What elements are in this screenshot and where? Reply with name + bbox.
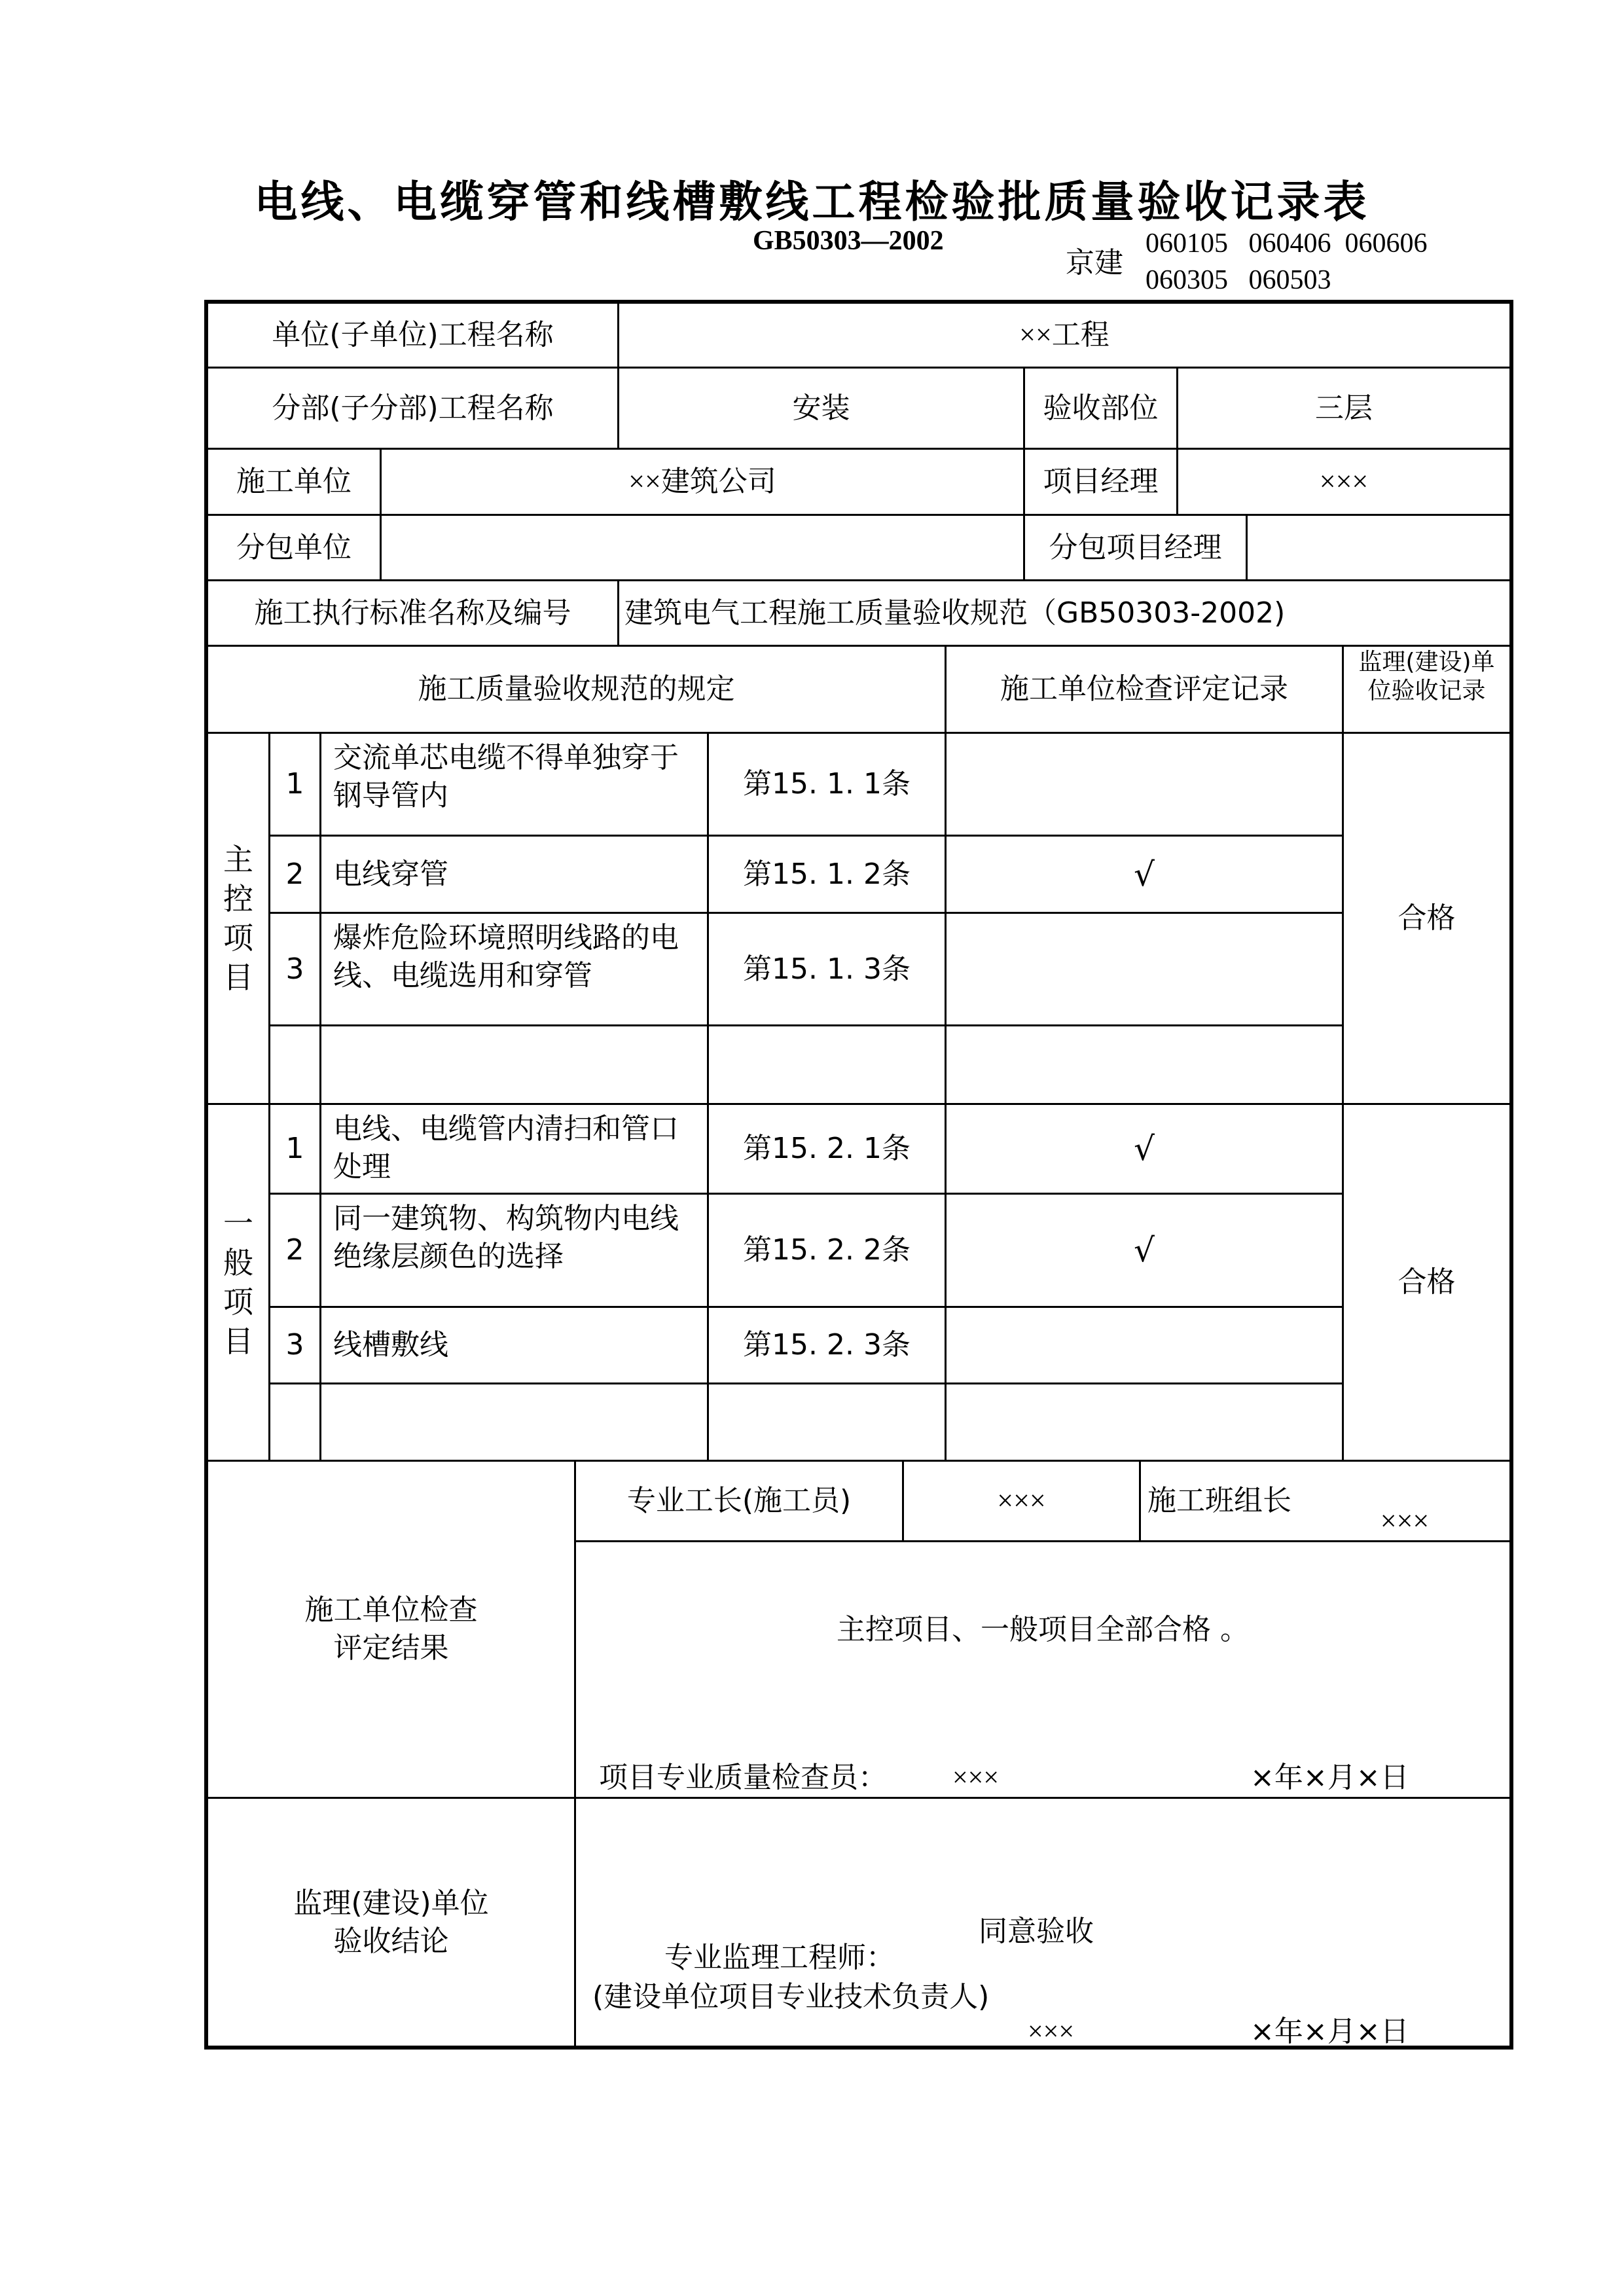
- division-label: 分部(子分部)工程名称: [272, 391, 554, 425]
- general-item-3-record: [947, 1308, 1342, 1382]
- general-item-3-no: 3: [285, 1328, 304, 1362]
- main-items-result: 合格: [1398, 901, 1456, 935]
- standard-code: GB50303—2002: [753, 226, 944, 256]
- spec-column-header: 施工质量验收规范的规定: [418, 672, 735, 706]
- general-item-1-record: √: [1134, 1130, 1155, 1168]
- standard-value: 建筑电气工程施工质量验收规范（GB50303-2002): [624, 596, 1286, 630]
- location-value: 三层: [1315, 391, 1373, 424]
- manager-value: ×××: [1319, 465, 1369, 497]
- engineer-label-2: (建设单位项目专业技术负责人): [592, 1980, 990, 2014]
- subcontractor-label: 分包单位: [236, 530, 352, 564]
- general-item-1-desc: 电线、电缆管内清扫和管口处理: [333, 1112, 679, 1184]
- main-item-1-desc: 交流单芯电缆不得单独穿于钢导管内: [333, 741, 679, 812]
- record-column-header: 施工单位检查评定记录: [1000, 672, 1288, 706]
- engineer-value: ×××: [1028, 2017, 1075, 2047]
- codes-line-2: 060305 060503: [1146, 265, 1331, 295]
- main-item-1-no: 1: [285, 767, 304, 801]
- main-item-4-clause: [709, 1026, 945, 1103]
- supervision-check-label: 监理(建设)单位验收结论: [293, 1886, 489, 1958]
- general-items-group: [208, 1105, 268, 1460]
- inspector-date: ×年×月×日: [1250, 1761, 1409, 1794]
- general-items-label: 一般项目: [223, 1206, 253, 1359]
- contractor-check-label: 施工单位检查评定结果: [304, 1593, 478, 1665]
- jing-label: 京建: [1066, 246, 1123, 280]
- main-item-3-clause: 第15. 1. 3条: [743, 952, 911, 986]
- main-item-2-no: 2: [285, 857, 304, 891]
- main-item-2-desc: 电线穿管: [333, 857, 448, 891]
- main-item-3-desc: 爆炸危险环境照明线路的电线、电缆选用和穿管: [333, 921, 679, 992]
- general-item-1-clause: 第15. 2. 1条: [743, 1132, 911, 1165]
- general-item-2-clause: 第15. 2. 2条: [743, 1233, 911, 1267]
- contractor-conclusion: 主控项目、一般项目全部合格 。: [837, 1613, 1249, 1646]
- engineer-label: 专业监理工程师：: [664, 1941, 895, 1974]
- supervision-column-header: 监理(建设)单位验收记录: [1358, 649, 1495, 704]
- manager-label: 项目经理: [1043, 465, 1159, 498]
- contractor-label: 施工单位: [236, 465, 352, 498]
- contractor-value: ××建筑公司: [628, 465, 776, 497]
- sub-manager-label: 分包项目经理: [1049, 530, 1222, 564]
- general-item-3-clause: 第15. 2. 3条: [743, 1328, 911, 1362]
- main-items-label: 主控项目: [223, 842, 253, 995]
- rule: [574, 1540, 1513, 1542]
- subcontractor-value: [382, 516, 1023, 579]
- main-item-3-no: 3: [285, 952, 304, 986]
- general-item-1-no: 1: [285, 1132, 304, 1165]
- main-item-1-clause: 第15. 1. 1条: [743, 767, 911, 801]
- main-item-4-desc: [321, 1026, 707, 1103]
- team-leader-label: 施工班组长: [1147, 1484, 1291, 1517]
- division-value: 安装: [792, 391, 850, 424]
- main-item-4-no: [270, 1026, 319, 1103]
- project-name-label: 单位(子单位)工程名称: [272, 317, 554, 352]
- general-item-4-desc: [321, 1384, 707, 1460]
- supervision-conclusion: 同意验收: [979, 1915, 1094, 1948]
- main-item-3-record: [947, 914, 1342, 1024]
- general-item-2-no: 2: [285, 1233, 304, 1267]
- general-item-2-record: √: [1134, 1231, 1155, 1269]
- location-label: 验收部位: [1043, 391, 1159, 425]
- main-item-4-record: [947, 1026, 1342, 1103]
- general-item-4-clause: [709, 1384, 945, 1460]
- rule: [574, 1460, 576, 2050]
- form-title: 电线、电缆穿管和线槽敷线工程检验批质量验收记录表: [254, 177, 1370, 227]
- sub-manager-value: [1248, 516, 1509, 579]
- foreman-value: ×××: [997, 1485, 1046, 1517]
- project-name-value: ××工程: [1019, 318, 1110, 351]
- team-leader-value: ×××: [1380, 1505, 1430, 1537]
- general-item-2-desc: 同一建筑物、构筑物内电线绝缘层颜色的选择: [333, 1202, 679, 1273]
- main-item-1-record: [947, 734, 1342, 835]
- main-item-2-clause: 第15. 1. 2条: [743, 857, 911, 891]
- form-codes: [1146, 225, 1428, 298]
- general-item-3-desc: 线槽敷线: [333, 1328, 448, 1362]
- standard-label: 施工执行标准名称及编号: [254, 596, 571, 630]
- inspector-label: 项目专业质量检查员：: [599, 1761, 887, 1794]
- general-item-4-no: [270, 1384, 319, 1460]
- codes-line-1: 060105 060406 060606: [1146, 228, 1428, 259]
- general-item-4-record: [947, 1384, 1342, 1460]
- foreman-label: 专业工长(施工员): [626, 1484, 852, 1517]
- main-items-group: [208, 734, 268, 1103]
- inspector-value: ×××: [952, 1763, 1000, 1793]
- supervision-date: ×年×月×日: [1250, 2015, 1409, 2048]
- main-item-2-record: √: [1134, 855, 1155, 894]
- general-items-result: 合格: [1398, 1265, 1456, 1299]
